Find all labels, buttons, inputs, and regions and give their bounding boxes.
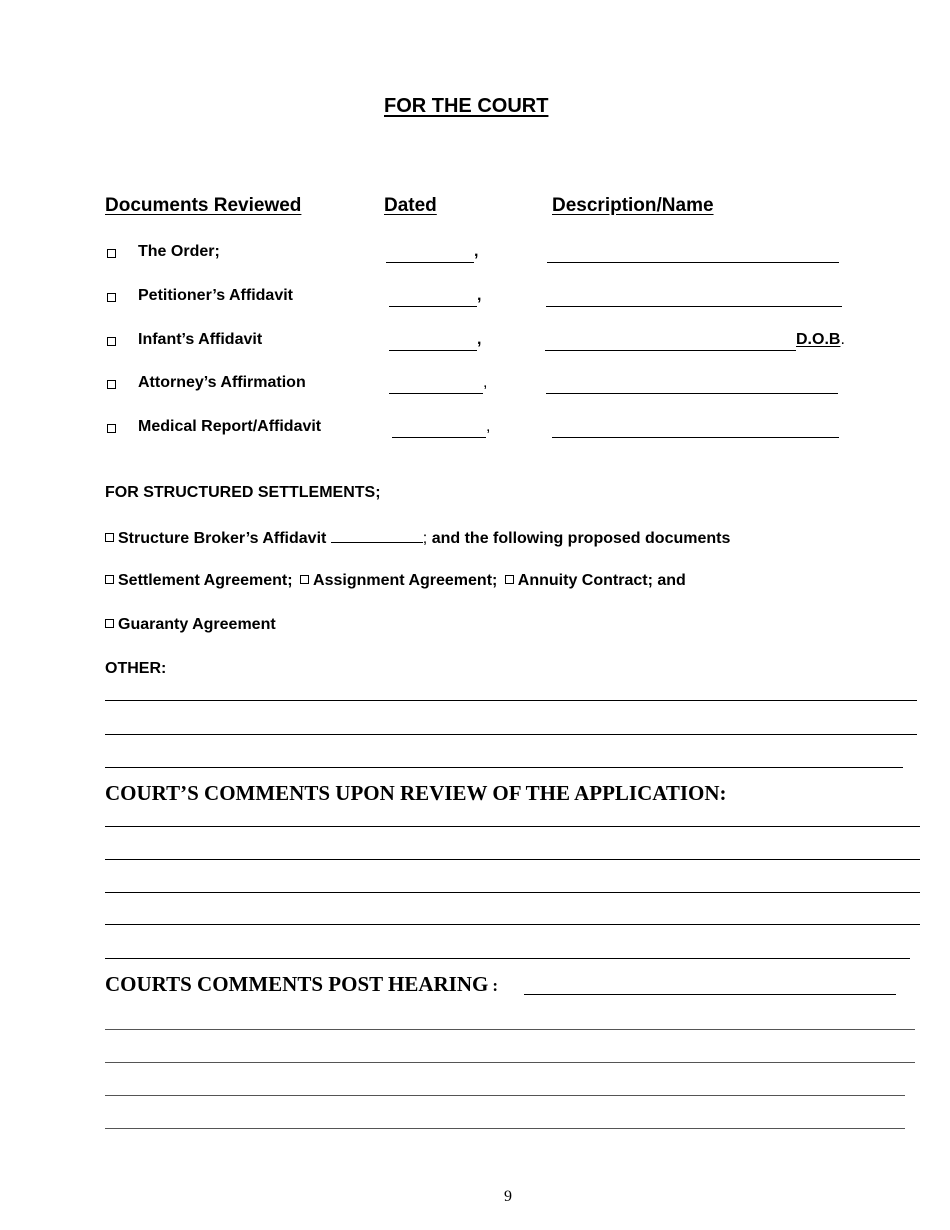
guaranty-agreement-label: Guaranty Agreement xyxy=(118,616,276,633)
row-label-attorneys-affirmation: Attorney’s Affirmation xyxy=(138,374,306,391)
checkbox-assignment-agreement[interactable] xyxy=(300,575,309,584)
review-comment-line[interactable] xyxy=(105,859,920,860)
other-label: OTHER: xyxy=(105,660,167,677)
settlement-agreement-label: Settlement Agreement; xyxy=(118,572,293,589)
structure-broker-date-field[interactable] xyxy=(331,528,423,543)
assignment-agreement-label: Assignment Agreement; xyxy=(313,572,498,589)
row-label-infants-affidavit: Infant’s Affidavit xyxy=(138,331,263,348)
review-comment-line[interactable] xyxy=(105,892,920,893)
post-hearing-heading: COURTS COMMENTS POST HEARING xyxy=(105,972,489,996)
other-line[interactable] xyxy=(105,734,917,735)
structure-broker-tail: and the following proposed documents xyxy=(427,530,731,547)
date-field-the-order[interactable] xyxy=(386,262,474,263)
review-comment-line[interactable] xyxy=(105,958,910,959)
post-hearing-line[interactable] xyxy=(105,1095,905,1096)
description-field-medical-report[interactable] xyxy=(552,437,839,438)
checkbox-attorneys-affirmation[interactable] xyxy=(107,380,116,389)
other-line[interactable] xyxy=(105,767,903,768)
description-field-attorneys-affirmation[interactable] xyxy=(546,393,838,394)
checkbox-settlement-agreement[interactable] xyxy=(105,575,114,584)
row-label-the-order: The Order; xyxy=(138,243,220,260)
date-field-medical-report[interactable] xyxy=(392,437,486,438)
column-header-documents: Documents Reviewed xyxy=(105,195,302,216)
checkbox-medical-report[interactable] xyxy=(107,424,116,433)
structured-settlements-heading: FOR STRUCTURED SETTLEMENTS; xyxy=(105,484,381,501)
date-comma: , xyxy=(477,287,482,304)
structure-broker-label: Structure Broker’s Affidavit xyxy=(118,530,327,547)
post-hearing-line[interactable] xyxy=(105,1062,915,1063)
row-label-medical-report: Medical Report/Affidavit xyxy=(138,418,322,435)
checkbox-the-order[interactable] xyxy=(107,249,116,258)
structure-broker-line xyxy=(105,528,730,548)
checkbox-infants-affidavit[interactable] xyxy=(107,337,116,346)
checkbox-guaranty-agreement[interactable] xyxy=(105,619,114,628)
page-number: 9 xyxy=(504,1188,512,1205)
checkbox-annuity-contract[interactable] xyxy=(505,575,514,584)
post-hearing-inline-field[interactable] xyxy=(524,994,896,995)
other-line[interactable] xyxy=(105,700,917,701)
column-header-description: Description/Name xyxy=(552,195,714,216)
review-comment-line[interactable] xyxy=(105,826,920,827)
description-field-infants-affidavit[interactable] xyxy=(545,350,796,351)
post-hearing-line[interactable] xyxy=(105,1029,915,1030)
post-hearing-heading-wrap xyxy=(105,972,498,997)
agreements-line xyxy=(105,572,686,590)
annuity-contract-label: Annuity Contract; and xyxy=(517,572,686,589)
date-comma: , xyxy=(486,418,491,435)
dob-label: D.O.B. xyxy=(796,331,845,348)
date-comma: , xyxy=(477,331,482,348)
date-comma: , xyxy=(474,243,479,260)
description-field-petitioners-affidavit[interactable] xyxy=(546,306,842,307)
post-hearing-colon: : xyxy=(492,976,499,995)
post-hearing-line[interactable] xyxy=(105,1128,905,1129)
date-field-infants-affidavit[interactable] xyxy=(389,350,477,351)
description-field-the-order[interactable] xyxy=(547,262,839,263)
page-title: FOR THE COURT xyxy=(384,95,549,117)
date-comma: , xyxy=(483,374,488,391)
checkbox-structure-broker[interactable] xyxy=(105,533,114,542)
semicolon: ; xyxy=(422,530,428,547)
checkbox-petitioners-affidavit[interactable] xyxy=(107,293,116,302)
court-comments-review-heading: COURT’S COMMENTS UPON REVIEW OF THE APPLICATION: xyxy=(105,781,727,805)
date-field-attorneys-affirmation[interactable] xyxy=(389,393,483,394)
row-label-petitioners-affidavit: Petitioner’s Affidavit xyxy=(138,287,293,304)
review-comment-line[interactable] xyxy=(105,924,920,925)
guaranty-line xyxy=(105,616,276,634)
date-field-petitioners-affidavit[interactable] xyxy=(389,306,477,307)
column-header-dated: Dated xyxy=(384,195,437,216)
